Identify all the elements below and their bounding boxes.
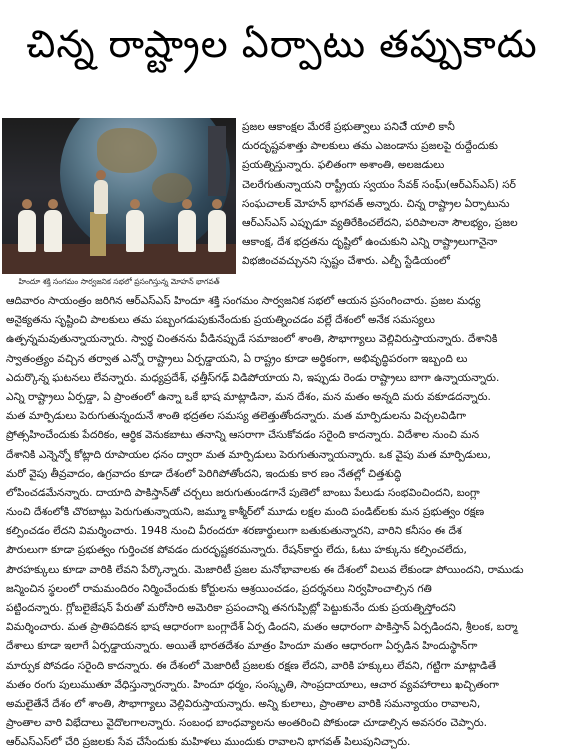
article-line: ఆర్ఎస్ఎస్‌లో చేరి ప్రజలకు సేవ చేసేందుకు మహిళలు ముందుకు రావాలని భాగవత్ పిలుపునిచ్చారు. xyxy=(6,736,411,749)
article-line: దేశాలు కూడా ఇలాగే ఏర్పడ్డాయన్నారు. అయితే భారతదేశం మాత్రం హిందూ మతం ఆధారంగా ఏర్పడిన హిందుస్థాన్‌గా xyxy=(6,640,478,653)
article-line: ఆకాంక్ష, దేశ భద్రతను దృష్టిలో ఉంచుకుని ఎన్ని రాష్ట్రాలుగానైనా xyxy=(242,236,498,249)
article-line: ఆదివారం సాయంత్రం జరిగిన ఆర్ఎస్ఎస్ హిందూ శక్తి సంగమం సార్వజనిక సభలో ఆయన ప్రసంగించారు. ప్రజల మధ్య xyxy=(6,295,481,307)
headline: చిన్న రాష్ట్రాల ఏర్పాటు తప్పుకాదు xyxy=(26,22,538,66)
article-line: దురదృష్టవశాత్తు పాలకులు తమ ఎజండాను ప్రజలపై రుద్దేందుకు xyxy=(242,140,498,153)
seated-person xyxy=(18,210,36,252)
article-line: మరో వైపు తీవ్రవాదం, ఉగ్రవాదం కూడా దేశంలో పెరిగిపోతోందని, ఇందుకు కార ణం నేతల్లో చిత్తశుద్ధి xyxy=(6,467,402,480)
podium xyxy=(90,212,106,256)
article-line: అమలైతేనే దేశం లో శాంతి, సౌభాగ్యాలు వెల్లివిరుస్తాయన్నారు. అన్ని కులాలు, ప్రాంతాల వారికి సమన్యాయం రావాలని, xyxy=(6,697,481,710)
seated-person xyxy=(208,210,226,252)
article-line: జన్మించిన స్థలంలో రామమందిరం నిర్మించేందుకు కోర్టులను ఆశ్రయించడం, ప్రదర్శనలు నిర్వహించాల్సిన గతి xyxy=(6,582,432,595)
article-line: విభజించవచ్చునని స్పష్టం చేశారు. ఎల్బీ స్టేడియంలో xyxy=(242,255,450,268)
speaker xyxy=(94,180,108,214)
article-line: లోపించడమేనన్నారు. దాయాది పాకిస్తాన్‌తో చర్చలు జరుగుతుండగానే పుణెలో బాంబు పేలుడు సంభవించిందని, బంగ్లా xyxy=(6,486,480,499)
article-line: పట్టిందన్నారు. గ్లోబలైజేషన్ పేరుతో మరోసారి అమెరికా ప్రపంచాన్ని తనగుప్పిట్లో పెట్టుకునేం దుకు ప్రయత్నిస్తోందని xyxy=(6,602,456,614)
article-intro xyxy=(242,118,560,272)
seated-person xyxy=(44,210,62,252)
stage xyxy=(2,244,236,274)
article-line: మతం రంగు పులుముతూ వేధిస్తున్నారన్నారు. హిందూ ధర్మం, సంస్కృతి, సాంప్రదాయాలు, ఆచార వ్యవహారాలు ఖచ్చితంగా xyxy=(6,678,499,691)
globe-land xyxy=(97,128,157,173)
article-line: మత మార్పిడులు పెరుగుతున్నందునే శాంతి భద్రతల సమస్య తలెత్తుతోందన్నారు. మత మార్పిడులను విచ్చలవిడిగా xyxy=(6,410,467,423)
article-line: ఉత్పన్నమవుతున్నాయన్నారు. స్వార్థ చింతనను వీడినప్పుడే సమాజంలో శాంతి, సౌభాగ్యాలు వెల్లివిరుస్తాయన్నారు. దేశానికి xyxy=(6,333,498,346)
article-line: ప్రోత్సహించేందుకు పేదరికం, ఆర్థిక వెనుకబాటు తనాన్ని ఆసరాగా చేసుకోవడం సరైంది కాదన్నారు. విదేశాల నుంచి మన xyxy=(6,429,480,442)
article-body xyxy=(6,292,560,753)
article-line: నుంచి దేశంలోకి చొరబాట్లు పెరుగుతున్నాయని, జమ్మూ కాశ్మీర్‌లో మూడు లక్షల మంది పండిట్‌లకు మన ప్రభుత్వం రక్షణ xyxy=(6,506,485,519)
article-line: ఎదుర్కొన్న ఘటనలు లేవన్నారు. మధ్యప్రదేశ్, ఛత్తీస్‌గఢ్ విడిపోయాయ ని, ఇప్పుడు రెండు రాష్ట్రాలు బాగా ఉన్నాయన్నారు. xyxy=(6,371,500,384)
article-line: పౌరులుగా కూడా ప్రభుత్వం గుర్తించక పోవడం దురదృష్టకరమన్నారు. రేషన్‌కార్డు లేదు, ఓటు హక్కును కల్పించలేదు, xyxy=(6,544,467,557)
article-line: స్వాతంత్ర్యం వచ్చిన తర్వాత ఎన్నో రాష్ట్రాలు ఏర్పడ్డాయని, ఏ రాష్ట్రం కూడా అర్థికంగా, అభివృద్ధిపరంగా ఇబ్బంది లు xyxy=(6,352,468,365)
article-line: ప్రయత్నిస్తున్నారు. ఫలితంగా అశాంతి, అలజడులు xyxy=(242,159,445,172)
event-photo xyxy=(2,118,236,274)
article-line: ప్రాంతాల వారి విభేదాలు వైదొలగాలన్నారు. సంబంధ బాంధవ్యాలను అంతరించి పోకుండా చూడాల్సిన అవసరం చెప్పారు. xyxy=(6,717,488,730)
article-line: అనైక్యతను సృష్టించి పాలకులు తమ పబ్బంగడుపుకునేందుకు ప్రయత్నించడం వల్లే దేశంలో అనేక సమస్యలు xyxy=(6,314,435,327)
article-line: దేశానికి ఎన్నెన్నో కోట్లాది రూపాయల ధనం ద్వారా మత మార్పిడులు పెరుగుతున్నాయన్నారు. ఒక వైపు మత మార్పిడులు, xyxy=(6,448,491,461)
article-line: విమర్శించారు. మత ప్రాతిపదికన భాష ఆధారంగా బంగ్లాదేశ్ ఏర్ప డిందని, మతం ఆధారంగా పాకిస్తాన్ ఏర్పడిందని, శ్రీలంక, బర్మా xyxy=(6,621,518,634)
article-line: చెలరేగుతున్నాయని రాష్ట్రీయ స్వయం సేవక్ సంఘ్(ఆర్ఎస్ఎస్) సర్ xyxy=(242,178,516,191)
seated-person xyxy=(126,210,144,252)
stage-banner xyxy=(208,126,226,196)
article-line: మార్పుక పోవడం సరైంది కాదన్నారు. ఈ దేశంలో మెజారిటీ ప్రజలకు రక్షణ లేదని, వారికి హక్కులు లేవని, గట్టిగా మాట్లాడితే xyxy=(6,659,497,672)
article-line: కల్పించడం లేదని విమర్శించారు. 1948 నుంచి వీరందరూ శరణార్థులుగా బతుకుతున్నారని, వారిని కనీసం ఈ దేశ xyxy=(6,525,462,538)
article-line: ఎన్ని రాష్ట్రాలు ఏర్పడ్డా, ఏ ప్రాంతంలో ఉన్నా ఒకే భాష మాట్లాడినా, మన దేశం, మన మతం అన్నది మరు వకూడదన్నారు. xyxy=(6,390,491,403)
seated-person xyxy=(178,210,196,252)
article-line: సంఘచాలక్ మోహన్ భాగవత్ అన్నారు. చిన్న రాష్ట్రాల ఏర్పాటును xyxy=(242,197,510,210)
photo-caption: హిందూ శక్తి సంగమం సార్వజనిక సభలో ప్రసంగిస్తున్న మోహన్ భాగవత్ xyxy=(18,277,220,286)
article-line: ప్రజల ఆకాంక్షల మేరకే ప్రభుత్వాలు పనిచేే యాలి కానీ xyxy=(242,121,455,133)
article-line: ఆర్ఎస్ఎస్ ఎప్పుడూ వ్యతిరేకించలేదని, పరిపాలనా సౌలభ్యం, ప్రజల xyxy=(242,216,518,229)
article-line: పౌరహక్కులు కూడా వారికి లేవని పేర్కొన్నారు. మెజారిటీ ప్రజల మనోభావాలకు ఈ దేశంలో విలువ లేకుండా పోయిందని, రాముడు xyxy=(6,563,524,576)
